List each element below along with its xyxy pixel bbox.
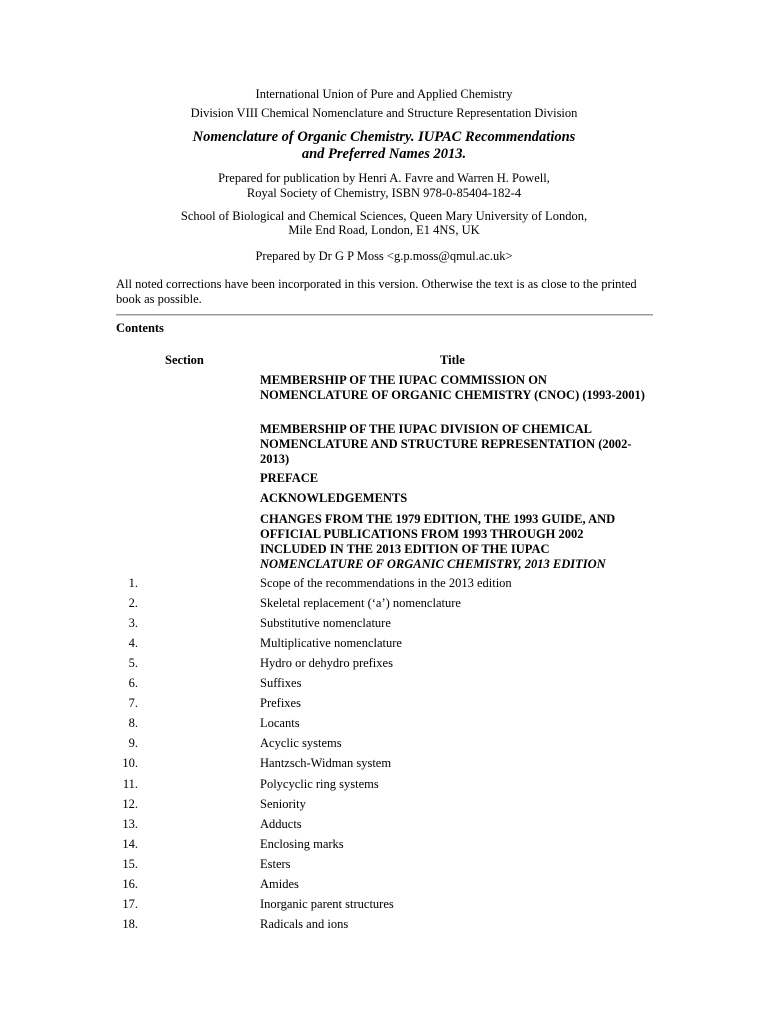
section-number: 4. [128,636,138,651]
prepared-for-line-1: Prepared for publication by Henri A. Favre and Warren H. Powell, [218,171,550,185]
section-title: Locants [260,716,300,731]
section-title: Suffixes [260,676,302,691]
section-title: Scope of the recommendations in the 2013 edition [260,576,512,590]
prepared-by: Prepared by Dr G P Moss <g.p.moss@qmul.ac.uk> [255,249,513,263]
section-title: Prefixes [260,696,301,711]
section-title: Hydro or dehydro prefixes [260,656,393,671]
document-title-line-1: Nomenclature of Organic Chemistry. IUPAC Recommendations [192,129,576,145]
school-line-1: School of Biological and Chemical Sciences, Queen Mary University of London, [180,209,588,223]
division-name: Division VIII Chemical Nomenclature and Structure Representation Division [190,106,578,120]
contents-entry-division: MEMBERSHIP OF THE IUPAC DIVISION OF CHEMICAL NOMENCLATURE AND STRUCTURE REPRESENTATION (2002-2013) [260,422,632,466]
section-number: 15. [122,856,138,871]
section-number: 18. [122,916,138,931]
title-column-header: Title [440,353,465,367]
section-number: 6. [128,676,138,691]
org-name: International Union of Pure and Applied Chemistry [255,87,513,101]
school-line-2: Mile End Road, London, E1 4NS, UK [288,223,480,237]
section-title: Hantzsch-Widman system [260,756,392,771]
section-title: Enclosing marks [260,836,344,851]
section-number: 9. [128,736,138,751]
divider [116,314,653,316]
section-title: Adducts [260,816,302,831]
section-title: Substitutive nomenclature [260,616,391,631]
section-title: Amides [260,876,299,891]
changes-text-italic: NOMENCLATURE OF ORGANIC CHEMISTRY [260,557,519,571]
section-title: Radicals and ions [260,916,349,931]
contents-entry-changes [260,512,650,572]
section-number: 16. [122,876,138,891]
contents-entry-acknowledgements: ACKNOWLEDGEMENTS [260,491,408,505]
section-number: 3. [128,616,138,631]
section-title: Skeletal replacement (‘a’) nomenclature [260,596,461,611]
section-number: 7. [128,696,138,711]
contents-entry-cnoc: MEMBERSHIP OF THE IUPAC COMMISSION ON NOMENCLATURE OF ORGANIC CHEMISTRY (CNOC) (1993-2001) [260,373,645,402]
changes-text: CHANGES FROM THE 1979 EDITION, THE 1993 GUIDE, AND OFFICIAL PUBLICATIONS FROM 1993 THROUGH 2002 INCLUDED IN THE 2013 EDITION OF THE IUPAC [260,512,616,556]
section-number: 10. [122,756,138,771]
section-number: 11. [122,776,138,791]
section-number: 17. [122,896,138,911]
section-column-header: Section [165,353,204,367]
corrections-note: All noted corrections have been incorporated in this version. Otherwise the text is as close to the printed book as possible. [116,277,637,306]
document-title-line-2: and Preferred Names 2013. [301,146,467,162]
section-number: 12. [122,796,138,811]
section-number: 13. [122,816,138,831]
section-number: 5. [128,656,138,671]
section-title: Multiplicative nomenclature [260,636,402,651]
contents-heading: Contents [116,321,164,335]
section-title: Esters [260,856,291,871]
section-number: 2. [128,596,138,611]
section-title: Seniority [260,796,306,811]
section-number: 14. [122,836,138,851]
section-number: 8. [128,716,138,731]
section-title: Inorganic parent structures [260,896,394,911]
section-title: Polycyclic ring systems [260,776,379,791]
contents-entry-preface: PREFACE [260,471,319,485]
section-title: Acyclic systems [260,736,342,751]
changes-text-tail: , 2013 EDITION [518,557,606,571]
section-number: 1. [128,576,138,590]
prepared-for-line-2: Royal Society of Chemistry, ISBN 978-0-85404-182-4 [246,186,522,200]
